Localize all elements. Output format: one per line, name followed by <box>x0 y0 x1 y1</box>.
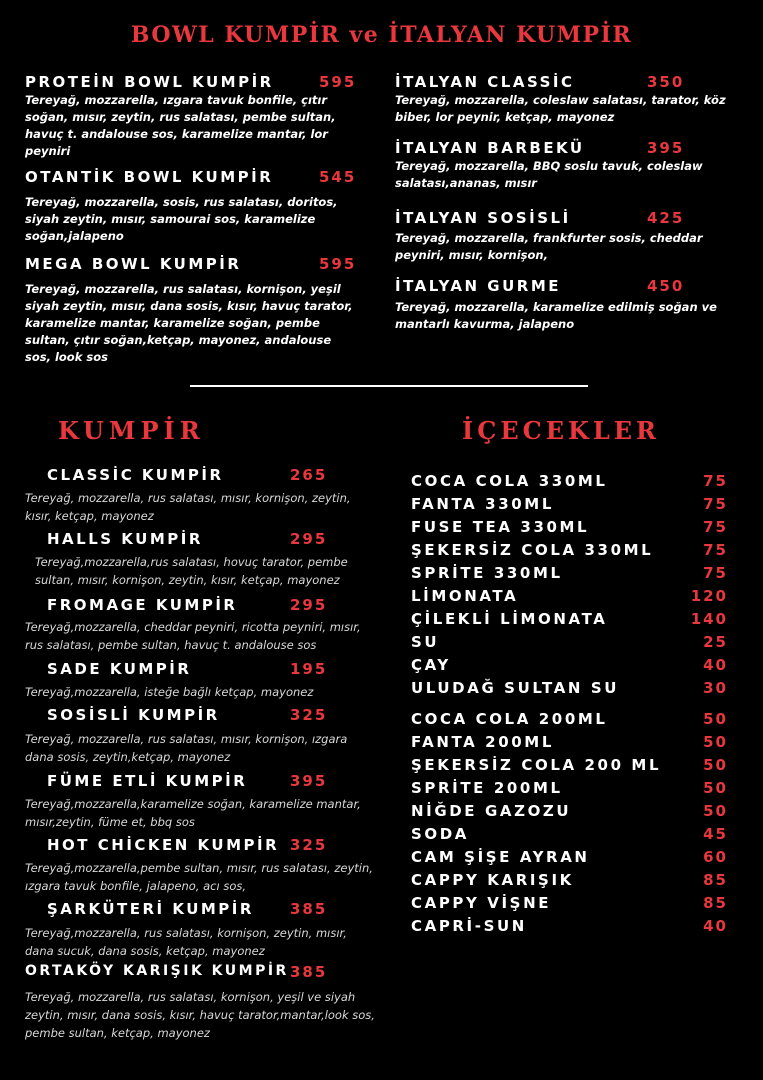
drink-name: ÇAY <box>411 656 451 674</box>
drink-price: 120 <box>690 587 728 605</box>
drink-name: FUSE TEA 330ML <box>411 518 590 536</box>
drink-price: 50 <box>703 733 728 751</box>
menu-item-price: 325 <box>290 836 328 854</box>
menu-item-price: 395 <box>290 772 328 790</box>
drink-name: FANTA 330ML <box>411 495 554 513</box>
drink-name: SODA <box>411 825 470 843</box>
menu-item-price: 350 <box>647 73 685 91</box>
menu-item-desc: Tereyağ, mozzarella, karamelize edilmiş soğan ve mantarlı kavurma, jalapeno <box>395 300 717 331</box>
menu-item-desc: Tereyağ,mozzarella,pembe sultan, mısır, rus salatası, zeytin, ızgara tavuk bonfile, jalapeno, acı sos, <box>25 861 373 893</box>
drink-price: 60 <box>703 848 728 866</box>
menu-item-name: CLASSİC KUMPİR <box>47 466 224 484</box>
menu-item-desc: Tereyağ, mozzarella, rus salatası, kornişon, yeşil ve siyah zeytin, mısır, dana sosis, kısır, havuç tarator,mantar,look sos, pembe sultan, ketçap, mayonez <box>25 990 375 1040</box>
menu-item-name: OTANTİK BOWL KUMPİR <box>25 168 274 186</box>
menu-item-price: 595 <box>319 255 357 273</box>
drink-price: 75 <box>703 472 728 490</box>
menu-item-name: ŞARKÜTERİ KUMPİR <box>47 900 254 918</box>
menu-item-name: İTALYAN SOSİSLİ <box>395 209 571 227</box>
menu-item-price: 295 <box>290 596 328 614</box>
drink-price: 50 <box>703 802 728 820</box>
menu-item-price: 265 <box>290 466 328 484</box>
drink-price: 40 <box>703 917 728 935</box>
drink-name: COCA COLA 200ML <box>411 710 608 728</box>
menu-item-name: İTALYAN GURME <box>395 277 562 295</box>
menu-item-desc: Tereyağ,mozzarella,karamelize soğan, karamelize mantar, mısır,zeytin, füme et, bbq sos <box>25 797 361 829</box>
drink-price: 85 <box>703 871 728 889</box>
menu-item-desc: Tereyağ,mozzarella,rus salatası, hovuç tarator, pembe sultan, mısır, kornişon, zeytin, kısır, ketçap, mayonez <box>35 555 348 587</box>
kumpir-title: KUMPİR <box>58 416 205 445</box>
menu-item-name: FÜME ETLİ KUMPİR <box>47 772 248 790</box>
icecekler-title: İÇECEKLER <box>462 416 660 445</box>
drink-name: CAPPY KARIŞIK <box>411 871 574 889</box>
page-title: BOWL KUMPİR ve İTALYAN KUMPİR <box>130 22 633 48</box>
menu-item-name: SADE KUMPİR <box>47 660 192 678</box>
menu-item-desc: Tereyağ, mozzarella, BBQ soslu tavuk, coleslaw salatası,ananas, mısır <box>395 159 703 190</box>
menu-item-price: 325 <box>290 706 328 724</box>
drink-price: 50 <box>703 710 728 728</box>
drink-price: 75 <box>703 564 728 582</box>
menu-item-price: 545 <box>319 168 357 186</box>
drink-name: COCA COLA 330ML <box>411 472 608 490</box>
menu-item-name: HOT CHİCKEN KUMPİR <box>47 836 280 854</box>
drink-price: 75 <box>703 541 728 559</box>
menu-item-price: 450 <box>647 277 685 295</box>
drink-price: 25 <box>703 633 728 651</box>
drink-price: 75 <box>703 495 728 513</box>
menu-item-name: SOSİSLİ KUMPİR <box>47 706 220 724</box>
drink-price: 45 <box>703 825 728 843</box>
drink-price: 50 <box>703 779 728 797</box>
menu-item-price: 385 <box>290 900 328 918</box>
menu-item-name: PROTEİN BOWL KUMPİR <box>25 73 274 91</box>
drink-name: ŞEKERSİZ COLA 330ML <box>411 541 654 559</box>
menu-item-desc: Tereyağ, mozzarella, ızgara tavuk bonfile, çıtır soğan, mısır, zeytin, rus salatası, pembe sultan, havuç t. andalouse sos, karamelize mantar, lor peyniri <box>25 93 336 158</box>
menu-item-desc: Tereyağ, mozzarella, frankfurter sosis, cheddar peyniri, mısır, kornişon, <box>395 231 703 262</box>
menu-item-desc: Tereyağ, mozzarella, rus salatası, mısır, kornişon, ızgara dana sosis, zeytin,ketçap, mayonez <box>25 732 348 764</box>
menu-item-price: 195 <box>290 660 328 678</box>
menu-item-desc: Tereyağ,mozzarella, isteğe bağlı ketçap, mayonez <box>25 685 314 699</box>
drink-name: ULUDAĞ SULTAN SU <box>411 679 620 697</box>
menu-item-desc: Tereyağ, mozzarella, sosis, rus salatası, doritos, siyah zeytin, mısır, samourai sos, karamelize soğan,jalapeno <box>25 195 338 243</box>
drink-name: SU <box>411 633 440 651</box>
menu-item-name: İTALYAN CLASSİC <box>395 73 575 91</box>
menu-item-desc: Tereyağ,mozzarella, cheddar peyniri, ricotta peyniri, mısır, rus salatası, pembe sultan, havuç t. andalouse sos <box>25 620 361 652</box>
drink-price: 40 <box>703 656 728 674</box>
section-divider <box>190 385 588 387</box>
drink-name: SPRİTE 200ML <box>411 779 563 797</box>
menu-item-name: ORTAKÖY KARIŞIK KUMPİR <box>25 963 289 979</box>
menu-item-desc: Tereyağ, mozzarella, rus salatası, mısır, kornişon, zeytin, kısır, ketçap, mayonez <box>25 491 351 523</box>
drink-price: 85 <box>703 894 728 912</box>
drink-name: CAM ŞİŞE AYRAN <box>411 848 590 866</box>
drink-price: 50 <box>703 756 728 774</box>
menu-item-desc: Tereyağ,mozzarella, rus salatası, kornişon, zeytin, mısır, dana sucuk, dana sosis, ketçap, mayonez <box>25 926 347 958</box>
menu-item-name: FROMAGE KUMPİR <box>47 596 238 614</box>
menu-item-name: HALLS KUMPİR <box>47 530 203 548</box>
menu-item-name: İTALYAN BARBEKÜ <box>395 139 585 157</box>
drink-price: 30 <box>703 679 728 697</box>
drink-price: 140 <box>690 610 728 628</box>
drink-name: CAPPY VİŞNE <box>411 894 552 912</box>
drink-name: LİMONATA <box>411 587 519 605</box>
drink-name: ÇİLEKLİ LİMONATA <box>411 610 608 628</box>
menu-item-price: 425 <box>647 209 685 227</box>
menu-item-price: 385 <box>290 963 328 981</box>
menu-item-name: MEGA BOWL KUMPİR <box>25 255 242 273</box>
menu-item-price: 395 <box>647 139 685 157</box>
menu-item-desc: Tereyağ, mozzarella, coleslaw salatası, tarator, köz biber, lor peynir, ketçap, mayonez <box>395 93 726 124</box>
drink-name: NİĞDE GAZOZU <box>411 802 572 820</box>
drink-price: 75 <box>703 518 728 536</box>
drink-name: ŞEKERSİZ COLA 200 ML <box>411 756 662 774</box>
drink-name: SPRİTE 330ML <box>411 564 563 582</box>
drink-name: CAPRİ-SUN <box>411 917 527 935</box>
drink-name: FANTA 200ML <box>411 733 554 751</box>
menu-item-desc: Tereyağ, mozzarella, rus salatası, kornişon, yeşil siyah zeytin, mısır, dana sosis, kısır, havuç tarator, karamelize mantar, karamelize soğan, pembe sultan, çıtır soğan,ketçap, mayonez, andalouse sos, look sos <box>25 282 353 364</box>
menu-item-price: 595 <box>319 73 357 91</box>
menu-item-price: 295 <box>290 530 328 548</box>
